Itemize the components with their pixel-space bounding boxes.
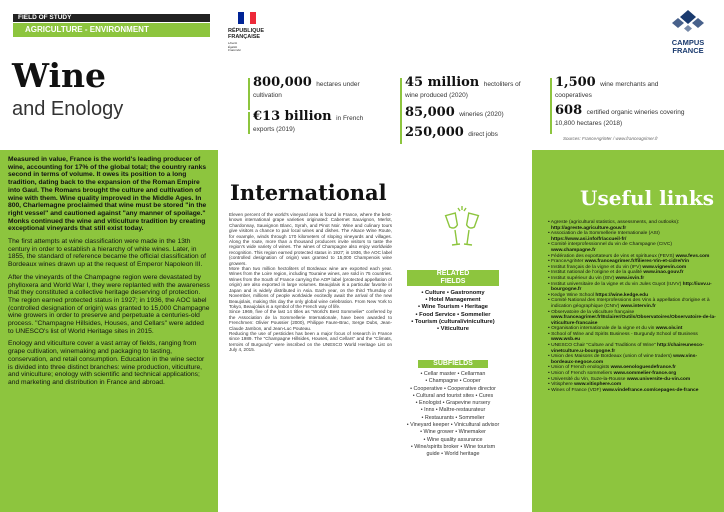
page-title: Wine (12, 56, 107, 95)
useful-link-label: • Agreste (agricultural statistics, assessments, and outlooks): (548, 220, 680, 225)
stat-exports: €13 billion in French exports (2019) (248, 112, 378, 134)
useful-link-url[interactable]: www.wsb.eu (551, 337, 581, 343)
wine-glasses-icon (440, 204, 484, 252)
useful-link-item (548, 242, 718, 253)
useful-link-url[interactable]: www.franceagrimer.fr/filieres-Vin-et-cidre/Vin (584, 259, 690, 265)
stat-wineries: 85,000 wineries (2020) (405, 105, 504, 120)
useful-link-label: • Institut supérieur du vin (ISV) (548, 275, 616, 281)
campus-france-logo (660, 10, 716, 55)
useful-link-url[interactable]: www.vignevin.com (642, 264, 687, 270)
useful-link-url[interactable]: www.champagne.fr (551, 247, 596, 253)
related-item: • Viticulture (437, 326, 469, 333)
subfield-item: • Vineyard keeper • Vinicultural advisor (406, 422, 500, 429)
useful-links-title: Useful links (580, 186, 714, 210)
stat-hectares: 800,000 hectares under cultivation (248, 78, 378, 100)
useful-link-label: • Comité interprofessionnel du vin de Champagne (CIVC) (548, 242, 673, 248)
useful-link-item (548, 282, 718, 293)
useful-link-label: • Kedge Wine School (548, 292, 596, 298)
subject-banner: AGRICULTURE - ENVIRONMENT (13, 23, 210, 37)
useful-link-label: • Comité National des Interprofessions des Vins à appellation d'origine et à indication géographique (CNIV) (548, 298, 710, 309)
international-paragraph: More than two million hectoliters of Bordeaux wine are exported each year. Wines from the Loire region, including Touraine wines, are sold in 75 countries. Wines from the South of France carrying the AOP label (protected appellation of origin) are also exported in large volumes. Beaujolais is a particular favorite in Japan and is widely distributed in Asia. Each year, on the third Thursday of November, millions of people worldwide excitedly await the arrival of the new Beaujolais, making this day the only global wine celebration. From New York to Tokyo, Beaujolais is a symbol of the French way of life. (229, 266, 392, 309)
subfield-item: • Wine/spirits broker • Wine tourism (410, 443, 496, 450)
subfield-item: • Enologist • Grapevine nursery (415, 400, 491, 407)
subfields-box (394, 360, 512, 459)
subfield-item: • Restaurants • Sommelier (421, 414, 485, 421)
useful-link-item (548, 388, 718, 394)
french-flag-icon (238, 12, 256, 24)
intro-paragraph: Measured in value, France is the world's leading producer of wine, accounting for 17% of the global total; the country ranks second in terms of volume. It owes its position to a long tradition, dating back to the expansion of the Roman Empire into Gaul. The Romans brought the culture and cultivation of wine with them. Wine quality improved in the Middle Ages. In 800, Charlemagne proclaimed that wine must be stored "in the right vessel" and cautioned against "any manner of spoilage." Monks continued the wine and viticulture tradition by creating exceptional vineyards that still exist today. (8, 156, 207, 233)
useful-link-item (548, 332, 718, 343)
republique-francaise-logo (228, 12, 268, 53)
motto-2: Égalité (228, 44, 238, 49)
useful-link-url[interactable]: www.inao.gouv.fr (643, 270, 684, 276)
useful-link-label: • Union of French sommeliers (548, 371, 614, 377)
useful-link-label: • Vitisphere (548, 382, 575, 388)
sources: Sources: FranceAgriMer / www.franceagrimer.fr (563, 136, 658, 141)
useful-link-label: • Institut français de la vigne et du vin (IFV) (548, 264, 643, 270)
motto-3: Fraternité (228, 48, 241, 52)
useful-link-label: • UNESCO Chair "Culture and Traditions of Wine" (548, 343, 658, 349)
international-title: International (230, 180, 387, 205)
related-item: • Wine Tourism • Heritage (418, 304, 488, 311)
field-of-study-label: FIELD OF STUDY (13, 14, 210, 22)
useful-link-item (548, 310, 718, 327)
motto-1: Liberté (228, 41, 238, 45)
useful-link-url[interactable]: www.vindefrance.com/cepages-de-france (602, 387, 699, 393)
useful-link-url[interactable]: www.oiv.int (655, 326, 683, 332)
useful-link-label: • Organisation internationale de la vigne et du vin (548, 326, 656, 332)
useful-link-url[interactable]: www.intervin.fr (620, 303, 656, 309)
useful-link-label: • Union of French enologists (548, 365, 611, 371)
useful-link-label: • Association de la Sommellerie Internationale (ASI) (548, 231, 660, 237)
subfield-item: • Cellar master • Cellarman (420, 371, 486, 377)
useful-link-item (548, 220, 718, 231)
stat-organic: 608 certified organic wineries covering 10,800 hectares (2018) (555, 103, 685, 127)
stat-jobs: 250,000 direct jobs (405, 125, 498, 140)
related-title-1: RELATED (407, 270, 499, 278)
useful-link-url[interactable]: https://www.asi.info/fr/accueil-fr/ (551, 236, 627, 242)
useful-link-url[interactable]: www.vitisphere.com (574, 382, 622, 388)
useful-link-url[interactable]: http://iuvv.u-bourgogne.fr (551, 281, 712, 293)
useful-link-label: • Institut national de l'origine et de la qualité (548, 270, 644, 276)
stat-merchants: 1,500 wine merchants and cooperatives (550, 78, 685, 100)
useful-link-label: • FranceAgriMer (548, 259, 585, 265)
useful-link-url[interactable]: www.universite-du-vin.com (626, 376, 691, 382)
useful-links-list (548, 220, 718, 393)
useful-link-url[interactable]: www.vins-bordeaux-negoce.com (551, 354, 698, 365)
international-paragraph: Reducing the use of pesticides has been a major focus of research in France since 1989. The "Champagne Hillsides, Houses, and Cellars" and the "Climats, terroirs of Burgundy" were inscribed on the UNESCO World Heritage List on July 4, 2015. (229, 330, 392, 353)
republique-line1: RÉPUBLIQUE (228, 28, 265, 34)
intro-paragraph: Enology and viticulture cover a vast array of fields, ranging from grape cultivation, winemaking and packaging to tasting, conservation, and retail consumption. Education in the wine sector is divided into three distinct branches: wine production, viticulture, and viniculture; enology with scientific and technical applications; and marketing and distribution in France and abroad. (8, 340, 205, 386)
useful-link-label: • Union des Maisons de Bordeaux (union of wine traders) (548, 354, 674, 360)
useful-link-label: • Observatoire de la viticulture française (548, 309, 635, 315)
useful-link-url[interactable]: www.sommelier-france.org (613, 371, 677, 377)
intro-paragraph: After the vineyards of the Champagne region were devastated by phylloxera and World War I, they were replanted with the awareness that they constituted a collective heritage deserving of protection. The region earned protected status in 1927; in 1936, the AOC label (controlled designation of origin) was granted to 15,000 Champagne wine growers in order to preserve and perpetuate a centuries-old process. "Champagne Hillsides, Houses, and Cellars" were added to UNESCO's list of World Heritage sites in 2015. (8, 273, 210, 335)
useful-link-item (548, 298, 718, 309)
campus-line1: CAMPUS (671, 38, 705, 47)
subfield-item: • Champagne • Cooper (425, 378, 481, 385)
campus-france-icon (668, 10, 708, 32)
subfield-item: • Inns • Maître-restaurateur (420, 407, 486, 414)
subfield-item: • Cultural and tourist sites • Cures (412, 392, 494, 399)
useful-link-label: • Fédération des exportateurs de vins et spiritueux (FEVS) (548, 253, 676, 259)
useful-link-url[interactable]: www.franceagrimer.fr/Eclairer/Outils/Observatoires/Observatoire-de-la-viticulture-francaise (551, 315, 716, 326)
useful-link-item (548, 231, 718, 242)
stat-hectoliters: 45 million hectoliters of wine produced (2020) (400, 78, 530, 100)
page-subtitle: and Enology (12, 98, 124, 120)
useful-link-url[interactable]: https://wine.kedge.edu (595, 292, 649, 298)
subfield-item: • Cooperative • Cooperative director (410, 385, 496, 392)
international-paragraph: Eleven percent of the world's vineyard area is found in France, where the best-known international grape varieties originated: Cabernet Sauvignon, Merlot, Chardonnay, Sauvignon Blanc, Syrah, and Pinot Noir. Wine and culinary tours give visitors a chance to pair local wines and dishes. The Alsace Wine Route, for example, winds through 170 kilometers of sloping vineyards and villages. Along the route, more than a thousand producers invite visitors to taste the region's wide variety of wines. The wines of Champagne also enjoy worldwide recognition. This region earned protected status in 1927; in 1936, the AOC label (controlled designation of origin) was granted to 15,000 Champenois wine growers. (229, 212, 392, 266)
related-item: • Culture • Gastronomy (421, 290, 485, 296)
useful-link-url[interactable]: www.fevs.com (675, 253, 710, 259)
useful-link-label: • School of Wine and Spirits Business - Burgundy School of Business (548, 331, 698, 337)
useful-link-item (548, 343, 718, 354)
useful-link-url[interactable]: www.oenologuesdefrance.fr (610, 365, 676, 371)
international-body (229, 212, 392, 353)
intro-text-panel (0, 150, 218, 512)
campus-line2: FRANCE (672, 46, 704, 55)
related-title-2: FIELDS (407, 278, 499, 286)
related-item: • Hotel Management (425, 297, 481, 304)
subfield-item: • Wine quality assurance (423, 436, 483, 443)
related-fields-box (407, 270, 499, 333)
related-item: • Food Service • Sommelier (415, 311, 491, 318)
useful-link-label: • Institut universitaire de la vigne et du vin Jules Guyot (IUVV) (548, 281, 683, 287)
related-item: • Tourism (cultural/viniculture) (411, 318, 495, 325)
subfields-title: SUBFIELDS (418, 360, 488, 368)
republique-line2: FRANÇAISE (228, 34, 261, 40)
useful-link-label: • Wines of France (VDF) (548, 387, 603, 393)
useful-link-label: • Université du Vin, Suze-la-Rousse (548, 376, 627, 382)
subfield-item: guide • World heritage (426, 451, 480, 458)
subfield-item: • Wine grower • Winemaker (420, 429, 486, 436)
intro-paragraph: The first attempts at wine classification were made in the 13th century in order to establish a hierarchy of white wines. Later, in 1855, the standard of reference became the official classification of Bordeaux wines drawn up at the request of Emperor Napoleon III. (8, 238, 207, 269)
international-paragraph: Since 1969, five of the last 14 titles as "World's Best Sommelier" conferred by the Association de la Sommellerie Internationale, have been awarded to Frenchmen: Olivier Poussier (2000), Philippe Faure-Brac, Serge Dubs, Jean-Claude Jambon, and Jean-Luc Pouteau. (229, 309, 392, 331)
useful-link-url[interactable]: http://chaireunesco-vinetculture.u-bourgogne.fr (551, 343, 704, 354)
useful-link-item (548, 354, 718, 365)
useful-link-url[interactable]: www.isvin.fr (615, 275, 645, 281)
useful-link-url[interactable]: http://agreste.agriculture.gouv.fr (551, 225, 627, 231)
